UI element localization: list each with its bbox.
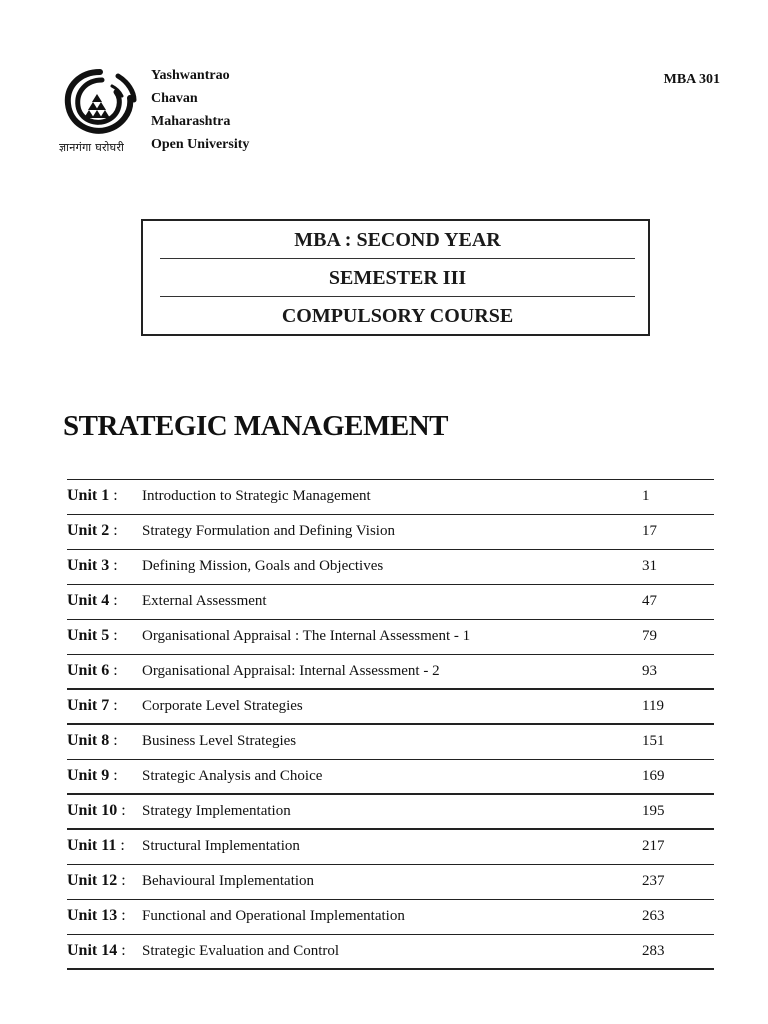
unit-title: Organisational Appraisal : The Internal Assessment - 1 [142, 628, 471, 644]
table-row [67, 620, 714, 655]
unit-title: Introduction to Strategic Management [142, 488, 371, 504]
unit-label-wrap: Unit 4 : [67, 592, 118, 609]
unit-label-wrap: Unit 1 : [67, 487, 118, 504]
unit-title: Functional and Operational Implementation [142, 908, 405, 924]
table-row [67, 550, 714, 585]
university-name-line: Yashwantrao [151, 68, 230, 83]
unit-label-wrap: Unit 13 : [67, 907, 126, 924]
semester: SEMESTER III [328, 267, 467, 289]
university-name-line: Open University [151, 137, 250, 152]
unit-label: Unit 13 [67, 907, 118, 924]
unit-title: Structural Implementation [142, 838, 300, 854]
unit-label: Unit 10 [67, 802, 118, 819]
unit-page: 79 [642, 628, 657, 644]
table-of-contents [67, 479, 714, 970]
unit-label-wrap: Unit 10 : [67, 802, 126, 819]
unit-title: Strategic Analysis and Choice [142, 768, 323, 784]
unit-label-wrap: Unit 5 : [67, 627, 118, 644]
unit-title: Behavioural Implementation [142, 873, 315, 889]
unit-label-wrap: Unit 9 : [67, 767, 118, 784]
unit-title: External Assessment [142, 593, 267, 609]
table-row [67, 515, 714, 550]
unit-label-wrap: Unit 6 : [67, 662, 118, 679]
unit-label: Unit 14 [67, 942, 118, 959]
university-name [151, 64, 249, 156]
logo-tagline: ज्ञानगंगा घरोघरी [59, 141, 125, 154]
table-row [67, 830, 714, 865]
unit-page: 1 [642, 488, 650, 504]
unit-title: Strategy Formulation and Defining Vision [142, 523, 395, 539]
unit-label-wrap: Unit 14 : [67, 942, 126, 959]
university-name-line: Maharashtra [151, 114, 231, 129]
unit-page: 31 [642, 558, 657, 574]
box-divider [160, 296, 635, 297]
unit-page: 195 [642, 803, 665, 819]
unit-label: Unit 3 [67, 557, 110, 574]
unit-title: Defining Mission, Goals and Objectives [142, 558, 384, 574]
unit-page: 93 [642, 663, 657, 679]
table-row [67, 795, 714, 830]
unit-label: Unit 6 [67, 662, 110, 679]
unit-page: 47 [642, 593, 657, 609]
unit-page: 283 [642, 943, 665, 959]
unit-label-wrap: Unit 7 : [67, 697, 118, 714]
table-row [67, 935, 714, 970]
unit-label: Unit 5 [67, 627, 110, 644]
unit-page: 263 [642, 908, 665, 924]
unit-label: Unit 9 [67, 767, 110, 784]
unit-label: Unit 2 [67, 522, 110, 539]
unit-title: Organisational Appraisal: Internal Assessment - 2 [142, 663, 440, 679]
unit-page: 237 [642, 873, 665, 889]
table-row [67, 655, 714, 690]
university-logo-icon [62, 66, 138, 138]
table-row [67, 760, 714, 795]
unit-label: Unit 4 [67, 592, 110, 609]
unit-label: Unit 1 [67, 487, 110, 504]
unit-page: 217 [642, 838, 665, 854]
table-row [67, 865, 714, 900]
table-row [67, 690, 714, 725]
table-row [67, 585, 714, 620]
page-title: STRATEGIC MANAGEMENT [63, 410, 449, 442]
unit-label-wrap: Unit 2 : [67, 522, 118, 539]
unit-page: 151 [642, 733, 665, 749]
unit-label-wrap: Unit 12 : [67, 872, 126, 889]
unit-label: Unit 11 [67, 837, 117, 854]
table-row [67, 725, 714, 760]
unit-label: Unit 8 [67, 732, 110, 749]
course-type: COMPULSORY COURSE [281, 305, 514, 327]
unit-page: 119 [642, 698, 664, 714]
table-row [67, 900, 714, 935]
unit-label: Unit 12 [67, 872, 118, 889]
unit-page: 17 [642, 523, 657, 539]
box-divider [160, 258, 635, 259]
table-row [67, 480, 714, 515]
course-code: MBA 301 [663, 72, 720, 87]
unit-label-wrap: Unit 3 : [67, 557, 118, 574]
unit-title: Strategy Implementation [142, 803, 291, 819]
unit-title: Business Level Strategies [142, 733, 297, 749]
program-year: MBA : SECOND YEAR [294, 229, 501, 251]
course-info-box [141, 219, 650, 336]
unit-page: 169 [642, 768, 665, 784]
unit-label-wrap: Unit 11 : [67, 837, 125, 854]
university-name-line: Chavan [151, 91, 198, 106]
unit-title: Corporate Level Strategies [142, 698, 303, 714]
unit-title: Strategic Evaluation and Control [142, 943, 340, 959]
unit-label: Unit 7 [67, 697, 110, 714]
unit-label-wrap: Unit 8 : [67, 732, 118, 749]
